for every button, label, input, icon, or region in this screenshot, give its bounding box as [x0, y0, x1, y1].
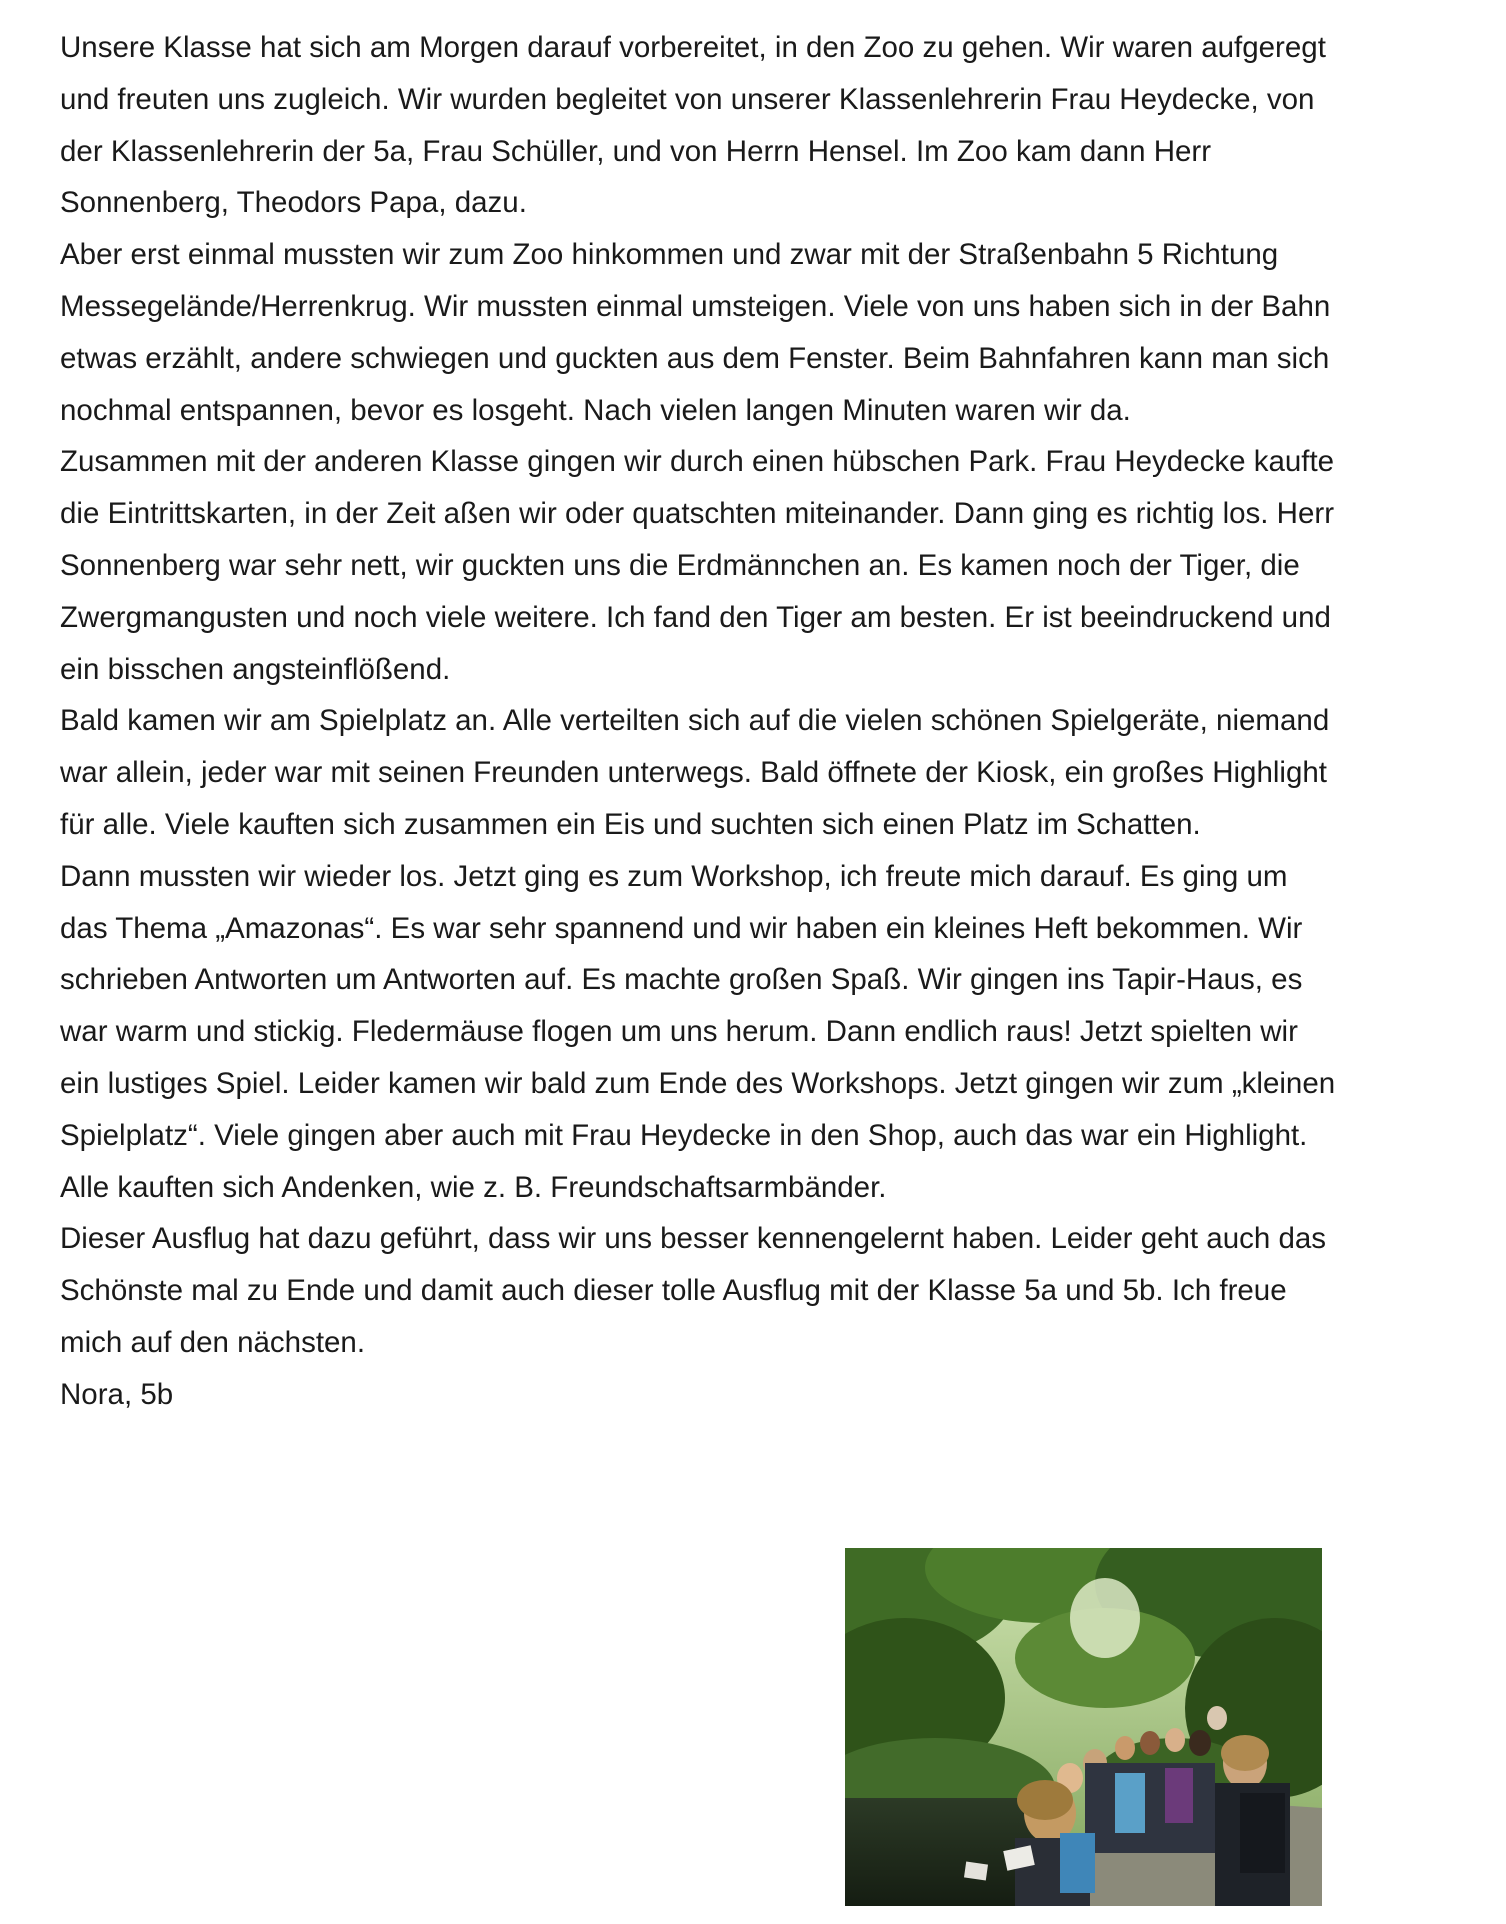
author-signature: Nora, 5b: [60, 1377, 174, 1411]
paragraph-tram-ride: Aber erst einmal mussten wir zum Zoo hinkommen und zwar mit der Straßenbahn 5 Richtung Messegelände/Herrenkrug. Wir mussten einmal umsteigen. Viele von uns haben sich in der Bahn etwas erzählt, andere schwiegen und guckten aus dem Fenster. Beim Bahnfahren kann man sich nochmal entspannen, bevor es losgeht. Nach vielen langen Minuten waren wir da.: [60, 238, 1331, 427]
paragraph-conclusion: Dieser Ausflug hat dazu geführt, dass wir uns besser kennengelernt haben. Leider geht auch das Schönste mal zu Ende und damit auch dieser tolle Ausflug mit der Klasse 5a und 5b. Ich freue mich auf den nächsten.: [60, 1222, 1327, 1359]
zoo-group-photo: [845, 1548, 1322, 1906]
paragraph-arrival-prep: Unsere Klasse hat sich am Morgen darauf vorbereitet, in den Zoo zu gehen. Wir waren aufgeregt und freuten uns zugleich. Wir wurden begleitet von unserer Klassenlehrerin Frau Heydecke, von der Klassenlehrerin der 5a, Frau Schüller, und von Herrn Hensel. Im Zoo kam dann Herr Sonnenberg, Theodors Papa, dazu.: [60, 31, 1326, 220]
paragraph-park-animals: Zusammen mit der anderen Klasse gingen wir durch einen hübschen Park. Frau Heydecke kaufte die Eintrittskarten, in der Zeit aßen wir oder quatschten miteinander. Dann ging es richtig los. Herr Sonnenberg war sehr nett, wir guckten uns die Erdmännchen an. Es kamen noch der Tiger, die Zwergmangusten und noch viele weitere. Ich fand den Tiger am besten. Er ist beeindruckend und ein bisschen angsteinflößend.: [60, 445, 1335, 686]
photo-illustration: [845, 1548, 1322, 1906]
article-body: [60, 22, 1460, 1421]
paragraph-playground: Bald kamen wir am Spielplatz an. Alle verteilten sich auf die vielen schönen Spielgeräte, niemand war allein, jeder war mit seinen Freunden unterwegs. Bald öffnete der Kiosk, ein großes Highlight für alle. Viele kauften sich zusammen ein Eis und suchten sich einen Platz im Schatten.: [60, 704, 1330, 841]
paragraph-workshop: Dann mussten wir wieder los. Jetzt ging es zum Workshop, ich freute mich darauf. Es ging um das Thema „Amazonas“. Es war sehr spannend und wir haben ein kleines Heft bekommen. Wir schrieben Antworten um Antworten auf. Es machte großen Spaß. Wir gingen ins Tapir-Haus, es war warm und stickig. Fledermäuse flogen um uns herum. Dann endlich raus! Jetzt spielten wir ein lustiges Spiel. Leider kamen wir bald zum Ende des Workshops. Jetzt gingen wir zum „kleinen Spielplatz“. Viele gingen aber auch mit Frau Heydecke in den Shop, auch das war ein Highlight. Alle kauften sich Andenken, wie z. B. Freundschaftsarmbänder.: [60, 859, 1336, 1204]
